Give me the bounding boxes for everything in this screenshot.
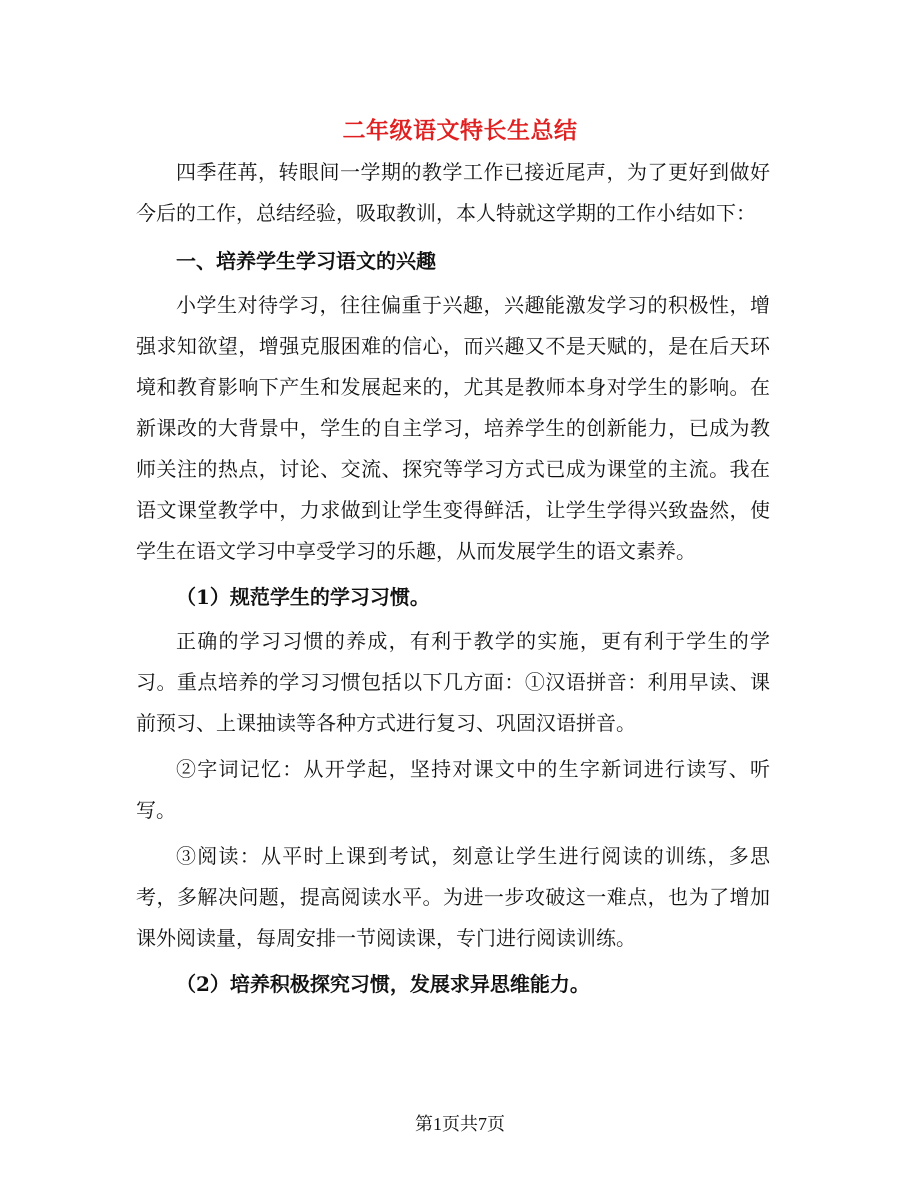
section-heading-1: 一、培养学生学习语文的兴趣	[176, 249, 436, 273]
intro-paragraph: 四季荏苒，转眼间一学期的教学工作已接近尾声，为了更好到做好今后的工作，总结经验，吸取教训，本人特就这学期的工作小结如下：	[136, 160, 770, 225]
subheading-1: （1）规范学生的学习习惯。	[176, 585, 430, 609]
page-number: 第1页共7页	[415, 1114, 505, 1134]
subheading-2: （2）培养积极探究习惯，发展求异思维能力。	[176, 972, 590, 996]
vocabulary-paragraph: ②字词记忆：从开学起，坚持对课文中的生字新词进行读写、听写。	[136, 757, 770, 822]
document-body	[136, 152, 770, 1008]
document-title: 二年级语文特长生总结	[342, 117, 578, 144]
section-1-paragraph: 小学生对待学习，往往偏重于兴趣，兴趣能激发学习的积极性，增强求知欲望，增强克服困难的信心，而兴趣又不是天赋的，是在后天环境和教育影响下产生和发展起来的，尤其是教师本身对学生的影响。在新课改的大背景中，学生的自主学习，培养学生的创新能力，已成为教师关注的热点，讨论、交流、探究等学习方式已成为课堂的主流。我在语文课堂教学中，力求做到让学生变得鲜活，让学生学得兴致盎然，使学生在语文学习中享受学习的乐趣，从而发展学生的语文素养。	[136, 293, 770, 563]
habits-paragraph: 正确的学习习惯的养成，有利于教学的实施，更有利于学生的学习。重点培养的学习习惯包括以下几方面：①汉语拼音：利用早读、课前预习、上课抽读等各种方式进行复习、巩固汉语拼音。	[136, 629, 770, 735]
reading-paragraph: ③阅读：从平时上课到考试，刻意让学生进行阅读的训练，多思考，多解决问题，提高阅读水平。为进一步攻破这一难点，也为了增加课外阅读量，每周安排一节阅读课，专门进行阅读训练。	[136, 844, 770, 950]
